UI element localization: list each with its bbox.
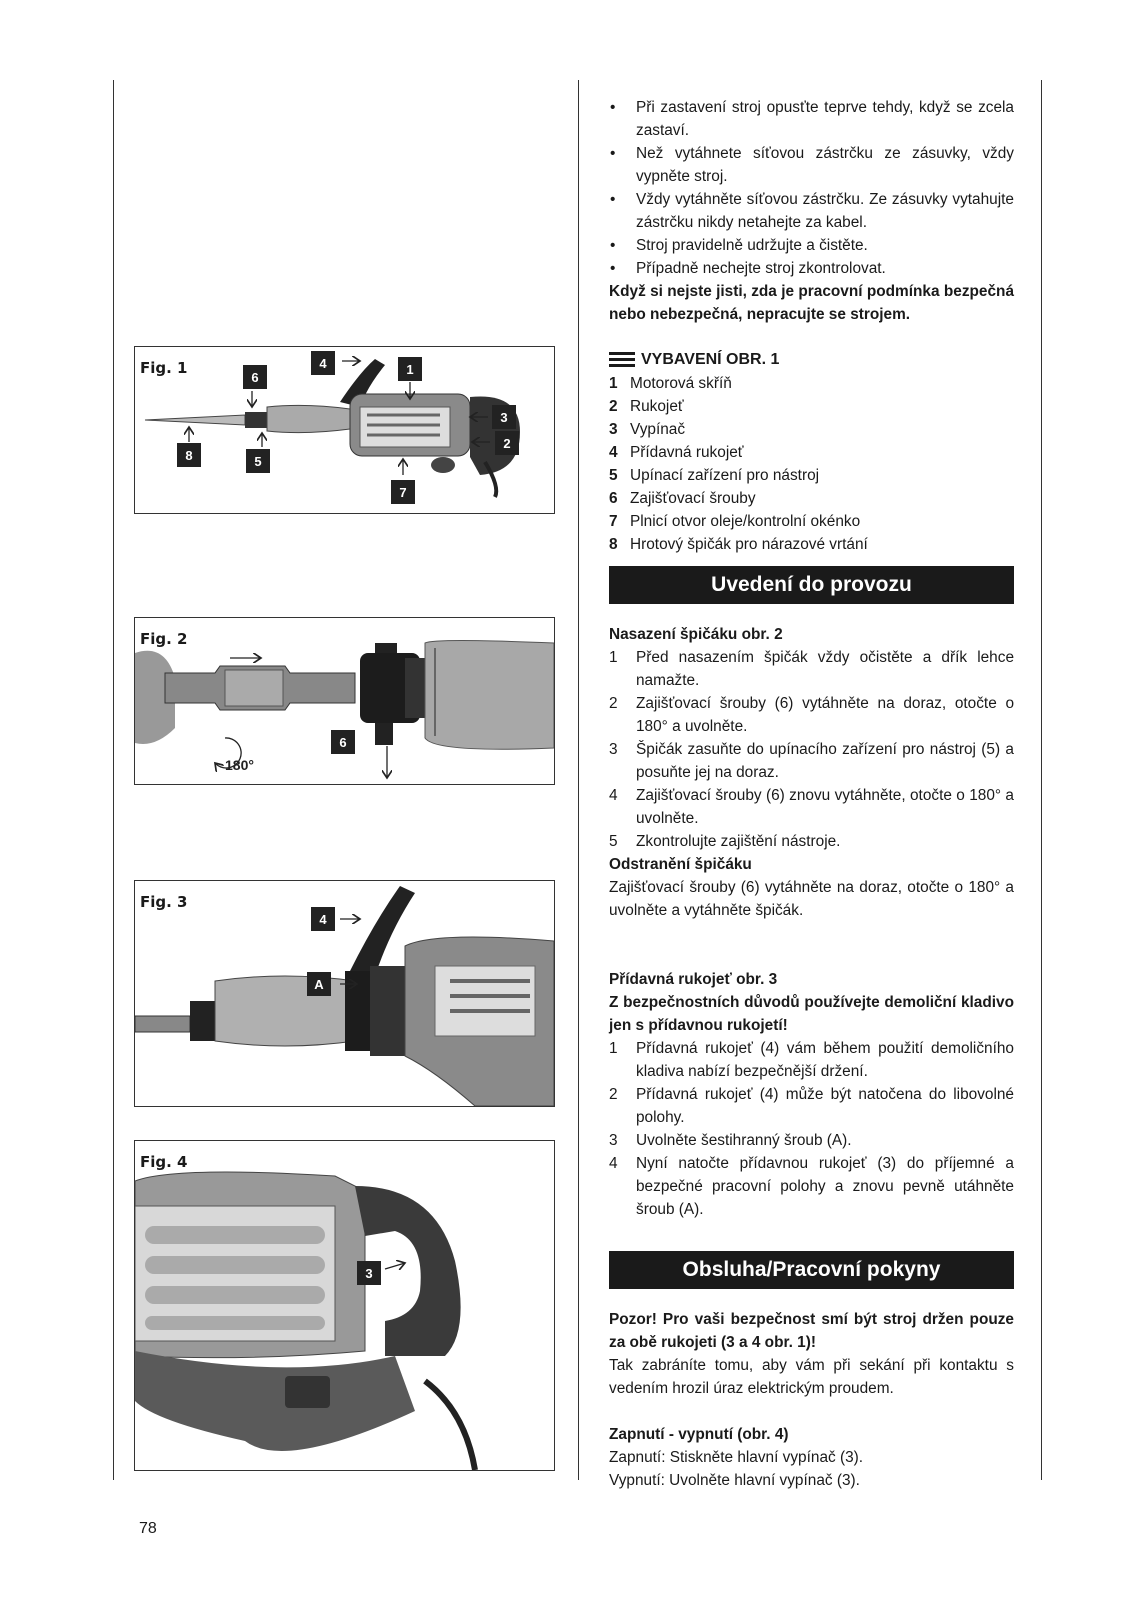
figure-3-label: Fig. 3: [140, 893, 188, 911]
list-item: 4 Nyní natočte přídavnou rukojeť (3) do příjemné a bezpečné pracovní polohy a znovu pevně utáhněte šroub (A).: [609, 1155, 1014, 1218]
equipment-heading: [609, 346, 1014, 372]
callout-4: 4: [319, 356, 327, 371]
safety-bullet: • Při zastavení stroj opusťte teprve tehdy, když se zcela zastaví.: [609, 96, 1014, 142]
handle-warning: Z bezpečnostních důvodů používejte demoliční kladivo jen s přídavnou rukojetí!: [609, 994, 1014, 1034]
center-column-rule: [578, 80, 579, 1480]
figure-3-drawing: [135, 881, 554, 1106]
callout-4: 4: [319, 912, 327, 927]
callout-3: 3: [500, 410, 508, 425]
left-margin-rule: [113, 80, 114, 1480]
switch-on-text: Zapnutí: Stiskněte hlavní vypínač (3).: [609, 1449, 864, 1466]
figure-1: [134, 346, 555, 514]
figure-4-drawing: [135, 1141, 554, 1470]
list-item: 2 Rukojeť: [609, 398, 684, 415]
safety-bullet: • Než vytáhnete síťovou zástrčku ze zásuvky, vždy vypněte stroj.: [609, 142, 1014, 188]
figure-4-label: Fig. 4: [140, 1153, 188, 1171]
figure-2-drawing: [135, 618, 554, 784]
rotation-label: 180°: [225, 757, 254, 773]
safety-bullet: • Případně nechejte stroj zkontrolovat.: [609, 257, 1014, 280]
right-margin-rule: [1041, 80, 1042, 1480]
callout-1: 1: [406, 362, 414, 377]
callout-3: 3: [365, 1266, 373, 1281]
list-item: 3 Špičák zasuňte do upínacího zařízení pro nástroj (5) a posuňte jej na doraz.: [609, 741, 1014, 781]
switch-heading: Zapnutí - vypnutí (obr. 4): [609, 1426, 789, 1443]
safety-bullet: • Stroj pravidelně udržujte a čistěte.: [609, 234, 1014, 257]
page-number: 78: [139, 1520, 157, 1537]
figure-1-label: Fig. 1: [140, 359, 188, 377]
callout-8: 8: [185, 448, 193, 463]
callout-7: 7: [399, 485, 407, 500]
section-banner-startup: Uvedení do provozu: [609, 566, 1014, 604]
figure-3: [134, 880, 555, 1107]
list-item: 4 Přídavná rukojeť: [609, 444, 744, 461]
list-item: 2 Přídavná rukojeť (4) může být natočena do libovolné polohy.: [609, 1086, 1014, 1126]
callout-2: 2: [503, 436, 511, 451]
list-item: 3 Vypínač: [609, 421, 686, 438]
list-item: 1 Motorová skříň: [609, 375, 732, 392]
menu-lines-icon: [609, 349, 635, 370]
section-banner-operation: Obsluha/Pracovní pokyny: [609, 1251, 1014, 1289]
safety-warning: Když si nejste jisti, zda je pracovní podmínka bezpečná nebo nebezpečná, nepracujte se strojem.: [609, 283, 1014, 323]
figure-4: [134, 1140, 555, 1471]
figure-2: [134, 617, 555, 785]
list-item: 6 Zajišťovací šrouby: [609, 490, 756, 507]
figure-2-label: Fig. 2: [140, 630, 188, 648]
list-item: 5 Zkontrolujte zajištění nástroje.: [609, 833, 841, 850]
list-item: 7 Plnicí otvor oleje/kontrolní okénko: [609, 513, 861, 530]
figure-1-drawing: [135, 347, 554, 513]
right-column: [609, 96, 1014, 1492]
insert-heading: Nasazení špičáku obr. 2: [609, 626, 783, 643]
list-item: 2 Zajišťovací šrouby (6) vytáhněte na doraz, otočte o 180° a uvolněte.: [609, 695, 1014, 735]
safety-bullet: • Vždy vytáhněte síťovou zástrčku. Ze zásuvky vytahujte zástrčku nikdy netahejte za kabel.: [609, 188, 1014, 234]
list-item: 8 Hrotový špičák pro nárazové vrtání: [609, 536, 868, 553]
callout-a: A: [314, 977, 324, 992]
operation-warning-text: Tak zabráníte tomu, aby vám při sekání při kontaktu s vedením hrozil úraz elektrickým proudem.: [609, 1357, 1014, 1397]
list-item: 1 Před nasazením špičák vždy očistěte a dřík lehce namažte.: [609, 649, 1014, 689]
list-item: 1 Přídavná rukojeť (4) vám během použití demoličního kladiva nabízí bezpečnější držení.: [609, 1040, 1014, 1080]
remove-text: Zajišťovací šrouby (6) vytáhněte na doraz, otočte o 180° a uvolněte a vytáhněte špičák.: [609, 879, 1014, 919]
equipment-heading-text: VYBAVENÍ OBR. 1: [641, 350, 780, 368]
equipment-list: [609, 372, 1014, 556]
callout-5: 5: [254, 454, 262, 469]
remove-heading: Odstranění špičáku: [609, 856, 752, 873]
callout-6: 6: [339, 735, 347, 750]
handle-heading: Přídavná rukojeť obr. 3: [609, 971, 778, 988]
callout-6: 6: [251, 370, 259, 385]
operation-warning: Pozor! Pro vaši bezpečnost smí být stroj držen pouze za obě rukojeti (3 a 4 obr. 1)!: [609, 1311, 1014, 1351]
list-item: 3 Uvolněte šestihranný šroub (A).: [609, 1132, 852, 1149]
list-item: 5 Upínací zařízení pro nástroj: [609, 467, 820, 484]
list-item: 4 Zajišťovací šrouby (6) znovu vytáhněte, otočte o 180° a uvolněte.: [609, 787, 1014, 827]
switch-off-text: Vypnutí: Uvolněte hlavní vypínač (3).: [609, 1472, 860, 1489]
